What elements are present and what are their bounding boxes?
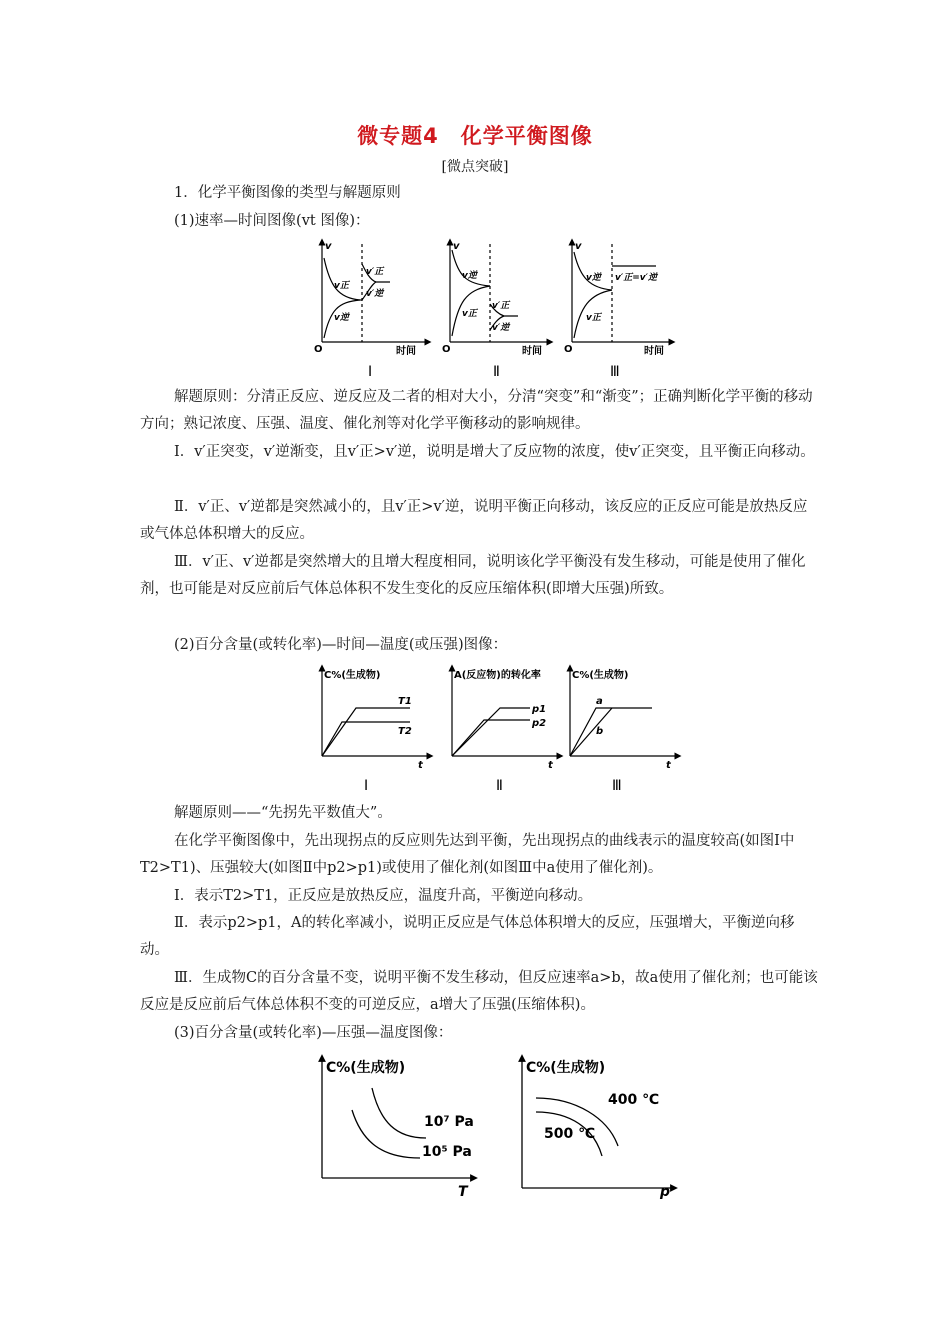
figure-label: Ⅲ — [612, 778, 622, 794]
y-axis-label: C%(生成物) — [324, 670, 381, 681]
axis-t-label: t — [548, 760, 553, 771]
heading-1-2: (2)百分含量(或转化率)—时间—温度(或压强)图像： — [174, 637, 508, 653]
origin-label: O — [564, 344, 573, 355]
figure-label: Ⅱ — [496, 778, 503, 794]
paragraph-explanation: 在化学平衡图像中，先出现拐点的反应则先达到平衡，先出现拐点的曲线表示的温度较高(如图Ⅰ中T2>T1)、压强较大(如图Ⅱ中p2>p1)或使用了催化剂(如图Ⅲ中a使用了催化剂)。 — [140, 833, 795, 876]
paragraph-case-iii: Ⅲ．v′正、v′逆都是突然增大的且增大程度相同，说明该化学平衡没有发生移动，可能是使用了催化剂，也可能是对反应前后气体总体积不发生变化的反应压缩体积(即增大压强)所致。 — [140, 554, 806, 597]
series-label: a — [596, 696, 603, 707]
axis-time-label: 时间 — [522, 346, 542, 357]
heading-1-3: (3)百分含量(或转化率)—压强—温度图像： — [174, 1025, 453, 1041]
figure-label: Ⅰ — [364, 778, 369, 794]
paragraph-principle-1: 解题原则：分清正反应、逆反应及二者的相对大小，分清“突变”和“渐变”；正确判断化学平衡的移动方向；熟记浓度、压强、温度、催化剂等对化学平衡移动的影响规律。 — [140, 389, 813, 432]
curve-label: 400 ℃ — [608, 1092, 660, 1108]
series-label: T1 — [398, 696, 412, 707]
axis-t-label: t — [418, 760, 423, 771]
y-axis-label: A(反应物)的转化率 — [454, 670, 541, 681]
figure-label: Ⅲ — [610, 364, 620, 378]
paragraph-principle-2: 解题原则——“先拐先平数值大”。 — [174, 805, 392, 821]
series-label: p1 — [532, 704, 547, 715]
x-axis-label: p — [660, 1184, 671, 1200]
paragraph-fig2-i: Ⅰ．表示T2>T1，正反应是放热反应，温度升高，平衡逆向移动。 — [174, 888, 593, 904]
page-title: 微专题4 化学平衡图像 — [357, 124, 593, 148]
curve-label: v逆 — [586, 273, 601, 283]
curve-label: v′逆 — [366, 289, 384, 299]
y-axis-label: C%(生成物) — [526, 1060, 606, 1076]
series-label: T2 — [398, 726, 412, 737]
curve-label: 500 ℃ — [544, 1126, 596, 1142]
curve-label: v正 — [462, 309, 477, 319]
figure-content-pressure-temperature — [312, 1052, 682, 1202]
figure-label: Ⅰ — [368, 364, 373, 378]
curve-label: v′正=v′逆 — [615, 273, 658, 283]
heading-1-1: (1)速率—时间图像(vt 图像)： — [174, 213, 370, 229]
axis-v-label: v — [575, 241, 582, 252]
paragraph-case-ii: Ⅱ．v′正、v′逆都是突然减小的，且v′正>v′逆，说明平衡正向移动，该反应的正反应可能是放热反应或气体总体积增大的反应。 — [140, 499, 808, 542]
origin-label: O — [442, 344, 451, 355]
axis-v-label: v — [453, 241, 460, 252]
figure-velocity-time — [310, 236, 680, 378]
curve-label: 10⁵ Pa — [422, 1144, 472, 1160]
figure-content-time — [312, 662, 692, 798]
heading-1: 1．化学平衡图像的类型与解题原则 — [174, 185, 401, 201]
curve-label: v′正 — [492, 301, 510, 311]
paragraph-case-i: Ⅰ．v′正突变，v′逆渐变，且v′正>v′逆，说明是增大了反应物的浓度，使v′正突变，且平衡正向移动。 — [174, 444, 815, 460]
curve-label: v′逆 — [492, 323, 510, 333]
curve-label: v正 — [586, 313, 601, 323]
curve-label: v逆 — [462, 271, 477, 281]
paragraph-fig2-ii: Ⅱ．表示p2>p1，A的转化率减小，说明正反应是气体总体积增大的反应，压强增大，平衡逆向移动。 — [140, 915, 795, 958]
series-label: p2 — [532, 718, 547, 729]
axis-t-label: t — [666, 760, 671, 771]
figure-label: Ⅱ — [493, 364, 500, 378]
axis-time-label: 时间 — [396, 346, 416, 357]
origin-label: O — [314, 344, 323, 355]
y-axis-label: C%(生成物) — [326, 1060, 406, 1076]
axis-time-label: 时间 — [644, 346, 664, 357]
section-subtitle: [微点突破] — [441, 159, 509, 175]
series-label: b — [596, 726, 604, 737]
curve-label: v′正 — [366, 267, 384, 277]
curve-label: 10⁷ Pa — [424, 1114, 474, 1130]
axis-v-label: v — [325, 241, 332, 252]
y-axis-label: C%(生成物) — [572, 670, 629, 681]
x-axis-label: T — [458, 1184, 468, 1200]
paragraph-fig2-iii: Ⅲ．生成物C的百分含量不变，说明平衡不发生移动，但反应速率a>b，故a使用了催化剂；也可能该反应是反应前后气体总体积不变的可逆反应，a增大了压强(压缩体积)。 — [140, 970, 818, 1013]
curve-label: v逆 — [334, 313, 349, 323]
curve-label: v正 — [334, 281, 349, 291]
